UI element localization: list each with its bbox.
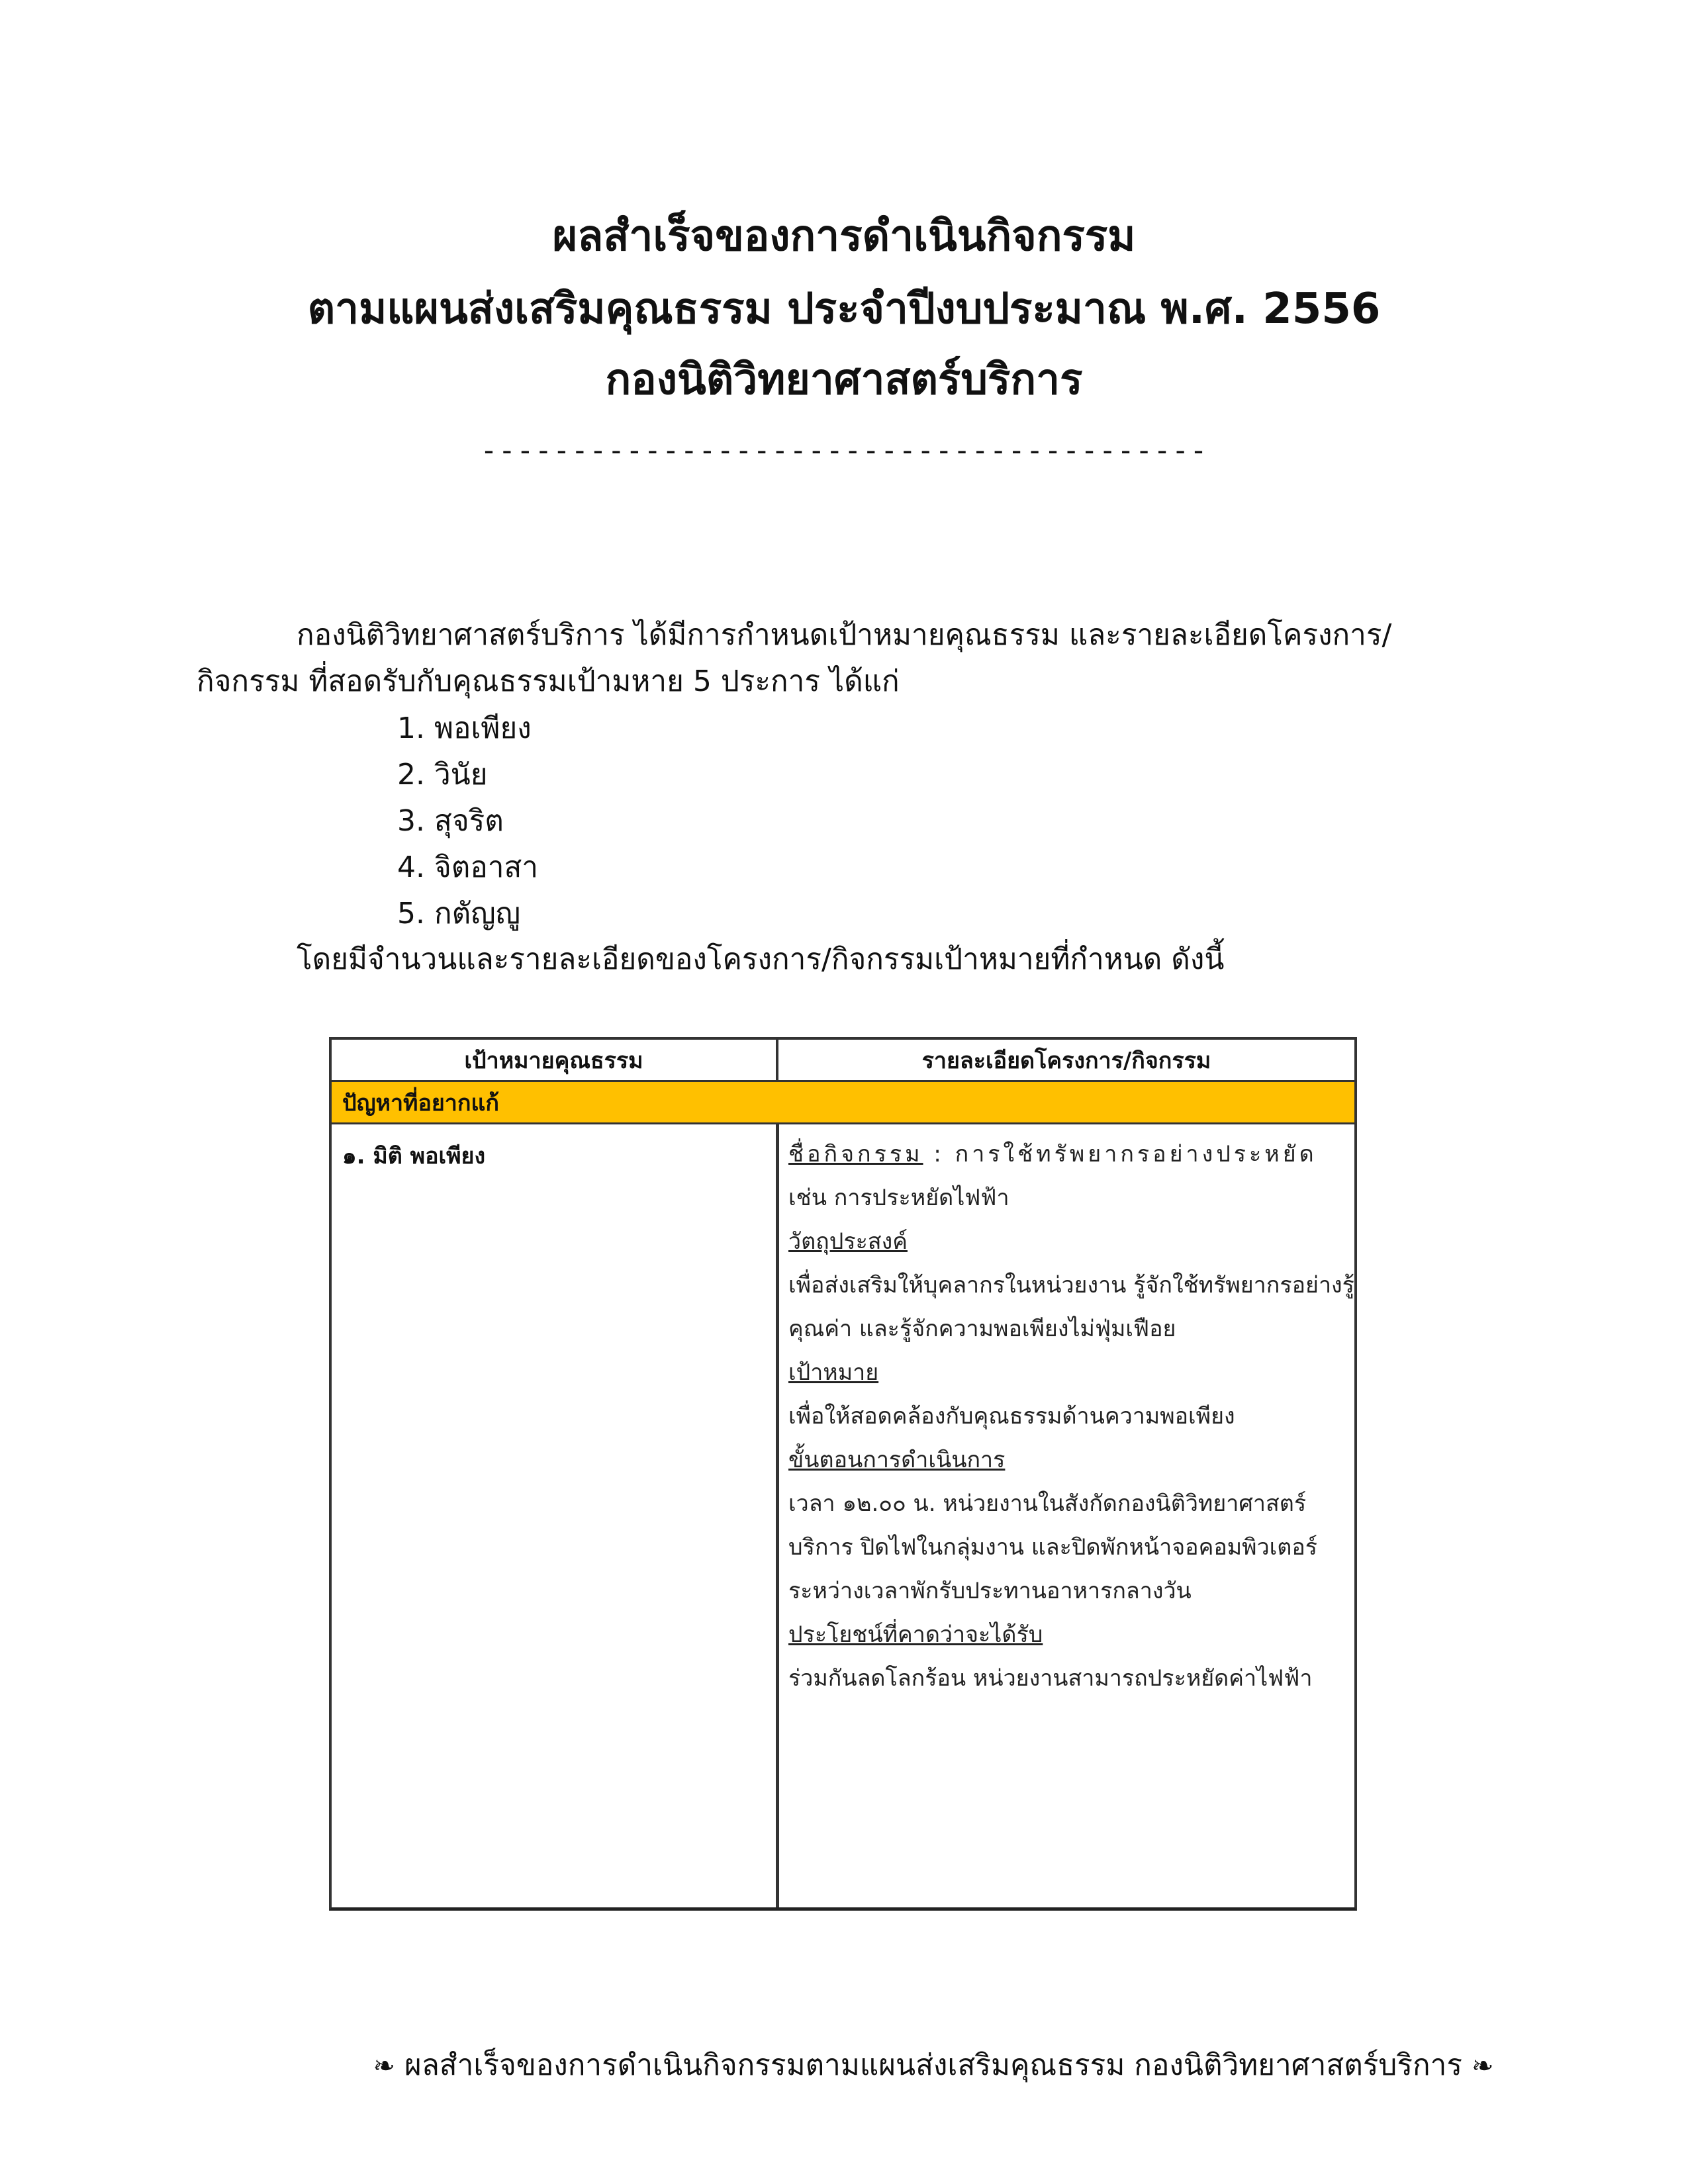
intro-line1: กองนิติวิทยาศาสตร์บริการ ได้มีการกำหนดเป้าหมายคุณธรรม และรายละเอียดโครงการ/ <box>297 618 1392 652</box>
page-title-line3: กองนิติวิทยาศาสตร์บริการ <box>605 355 1083 404</box>
virtue-dimension: ๑. มิติ พอเพียง <box>342 1143 486 1169</box>
intro-line2: กิจกรรม ที่สอดรับกับคุณธรรมเป้ามหาย 5 ประการ ได้แก่ <box>197 664 900 698</box>
virtue-item: 3. สุจริต <box>397 804 504 838</box>
target-line1: เพื่อให้สอดคล้องกับคุณธรรมด้านความพอเพียง <box>788 1403 1235 1430</box>
footer-text: ผลสำเร็จของการดำเนินกิจกรรมตามแผนส่งเสริมคุณธรรม กองนิติวิทยาศาสตร์บริการ <box>404 2048 1462 2082</box>
activity-name: : การใช้ทรัพยากรอย่างประหยัด <box>923 1141 1317 1167</box>
ornament-left-icon: ❧ <box>373 2051 396 2081</box>
problem-band: ปัญหาที่อยากแก้ <box>332 1082 1354 1124</box>
page-footer <box>0 2042 1688 2088</box>
activity-details <box>788 1132 1354 1700</box>
column-divider <box>776 1124 779 1907</box>
page-title-line1: ผลสำเร็จของการดำเนินกิจกรรม <box>552 212 1136 261</box>
ornament-right-icon: ❧ <box>1471 2051 1494 2081</box>
virtue-item: 1. พอเพียง <box>397 711 532 745</box>
benefit-label: ประโยชน์ที่คาดว่าจะได้รับ <box>788 1621 1043 1648</box>
closing-line: โดยมีจำนวนและรายละเอียดของโครงการ/กิจกรรมเป้าหมายที่กำหนด ดังนี้ <box>297 942 1225 976</box>
title-separator: ---------------------------------------- <box>480 433 1208 467</box>
steps-label: ขั้นตอนการดำเนินการ <box>788 1447 1006 1473</box>
activity-title-row <box>788 1132 1344 1176</box>
activity-line2: เช่น การประหยัดไฟฟ้า <box>788 1185 1009 1211</box>
virtue-item: 4. จิตอาสา <box>397 850 539 884</box>
virtue-item: 5. กตัญญู <box>397 897 521 931</box>
plan-table <box>329 1037 1357 1911</box>
virtue-item: 2. วินัย <box>397 758 488 792</box>
objective-line2: คุณค่า และรู้จักความพอเพียงไม่ฟุ่มเฟือย <box>788 1316 1176 1342</box>
target-label: เป้าหมาย <box>788 1359 879 1386</box>
header-activity-details: รายละเอียดโครงการ/กิจกรรม <box>921 1047 1211 1074</box>
activity-label: ชื่อกิจกรรม <box>788 1141 923 1167</box>
table-header <box>332 1040 1354 1082</box>
page-title-line2: ตามแผนส่งเสริมคุณธรรม ประจำปีงบประมาณ พ.ศ. 2556 <box>307 285 1381 334</box>
objective-line1: เพื่อส่งเสริมให้บุคลากรในหน่วยงาน รู้จักใช้ทรัพยากรอย่างรู้ <box>788 1272 1354 1298</box>
objective-label: วัตถุประสงค์ <box>788 1228 908 1255</box>
steps-line1: เวลา ๑๒.๐๐ น. หน่วยงานในสังกัดกองนิติวิทยาศาสตร์ <box>788 1490 1307 1517</box>
steps-line2: บริการ ปิดไฟในกลุ่มงาน และปิดพักหน้าจอคอมพิวเตอร์ <box>788 1534 1318 1561</box>
steps-line3: ระหว่างเวลาพักรับประทานอาหารกลางวัน <box>788 1578 1192 1604</box>
benefit-line1: ร่วมกันลดโลกร้อน หน่วยงานสามารถประหยัดค่าไฟฟ้า <box>788 1665 1313 1692</box>
header-virtue-target: เป้าหมายคุณธรรม <box>332 1040 778 1080</box>
